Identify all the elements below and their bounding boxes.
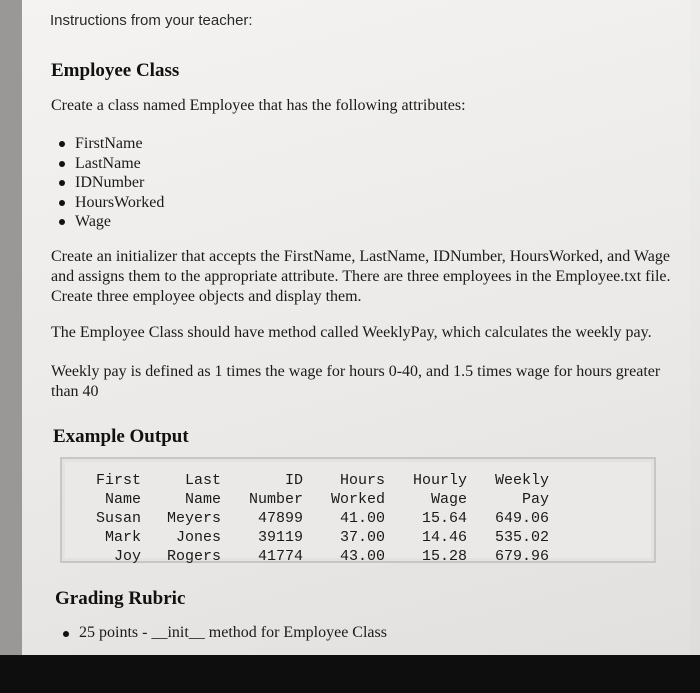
example-output-title: Example Output: [53, 426, 189, 447]
table-cell: Jones: [175, 529, 221, 546]
table-cell: 535.02: [494, 529, 549, 546]
list-item: FirstName: [51, 134, 164, 154]
section-title: Employee Class: [51, 60, 180, 81]
table-cell: 41774: [257, 548, 303, 565]
bottom-bar: [0, 655, 700, 693]
list-item: IDNumber: [51, 173, 164, 193]
table-cell: Susan: [95, 510, 141, 527]
header-cell: Pay: [521, 491, 549, 508]
table-header-row: [91, 491, 549, 510]
attribute-list: [51, 134, 164, 232]
table-row: [91, 529, 549, 548]
table-cell: 47899: [257, 510, 303, 527]
header-cell: Hours: [339, 472, 385, 489]
weeklypay-paragraph: The Employee Class should have method called WeeklyPay, which calculates the weekly pay.: [51, 324, 652, 341]
weeklypay-definition: Weekly pay is defined as 1 times the wage for hours 0-40, and 1.5 times wage for hours greater than 40: [51, 363, 661, 400]
assignment-content: [22, 0, 690, 655]
table-cell: 15.64: [421, 510, 467, 527]
instructions-label: Instructions from your teacher:: [50, 12, 253, 29]
example-output-inner: [65, 462, 651, 565]
header-cell: Hourly: [412, 472, 467, 489]
header-cell: Wage: [430, 491, 467, 508]
header-cell: First: [95, 472, 141, 489]
table-row: [91, 510, 549, 529]
header-cell: Number: [248, 491, 303, 508]
list-item: HoursWorked: [51, 193, 164, 213]
rubric-item: 25 points - __init__ method for Employee Class: [55, 624, 387, 642]
grading-rubric-title: Grading Rubric: [55, 588, 186, 609]
example-output-table: [91, 472, 549, 567]
intro-text: Create a class named Employee that has the following attributes:: [51, 97, 466, 114]
table-cell: Mark: [104, 529, 141, 546]
table-cell: 679.96: [494, 548, 549, 565]
header-cell: Weekly: [494, 472, 549, 489]
table-cell: 14.46: [421, 529, 467, 546]
table-cell: 39119: [257, 529, 303, 546]
header-cell: Name: [104, 491, 141, 508]
header-cell: Name: [184, 491, 221, 508]
table-cell: 43.00: [339, 548, 385, 565]
table-cell: Meyers: [166, 510, 221, 527]
table-cell: 37.00: [339, 529, 385, 546]
table-cell: 41.00: [339, 510, 385, 527]
header-cell: Last: [184, 472, 221, 489]
example-output-box: [60, 457, 656, 563]
header-cell: Worked: [330, 491, 385, 508]
list-item: Wage: [51, 212, 164, 232]
table-row: [91, 548, 549, 567]
list-item: LastName: [51, 154, 164, 174]
left-border: [0, 0, 22, 693]
table-cell: 649.06: [494, 510, 549, 527]
header-cell: ID: [284, 472, 303, 489]
table-cell: Rogers: [166, 548, 221, 565]
table-cell: Joy: [113, 548, 141, 565]
table-header-row: [91, 472, 549, 491]
initializer-paragraph: Create an initializer that accepts the FirstName, LastName, IDNumber, HoursWorked, and Wage and assigns them to the appropriate attribute. There are three employees in the Employee.txt file. Create three employee objects and display them.: [51, 248, 671, 305]
table-cell: 15.28: [421, 548, 467, 565]
